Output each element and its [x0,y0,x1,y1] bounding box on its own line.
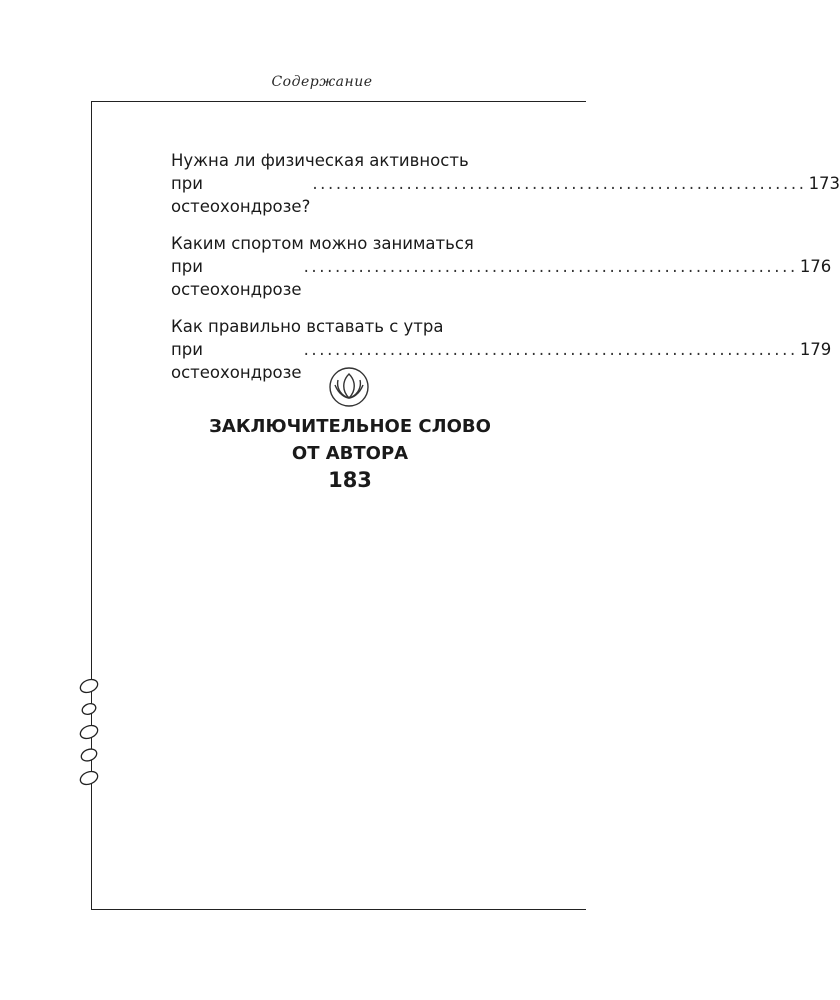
toc-entry-page: 176 [799,257,832,276]
toc-entry-title-line2: при остеохондрозе [171,340,302,382]
ornament-oval [78,723,99,741]
final-section-page: 183 [328,468,372,492]
oval-chain-ornament [70,672,110,792]
final-title-line2: ОТ АВТОРА [291,443,409,464]
toc-entry [171,232,832,301]
dot-leader: ............................................................... [303,257,798,276]
toc-entry [171,149,840,218]
dot-leader: ............................................................... [303,340,798,359]
dot-leader: ............................................................... [312,174,807,193]
lotus-emblem-icon [327,365,371,409]
toc-entry-title-line1: Нужна ли физическая активность [171,151,469,170]
final-section-title [0,413,700,467]
ornament-oval [78,769,99,787]
toc-entry-title-line2: при остеохондрозе? [171,174,311,216]
final-title-line1: ЗАКЛЮЧИТЕЛЬНОЕ СЛОВО [209,416,491,437]
ornament-oval [80,747,99,763]
running-header: Содержание [271,74,373,90]
frame-bottom-rule [91,909,586,910]
frame-top-rule [91,101,586,102]
ornament-oval [81,702,98,717]
toc-entry-page: 173 [808,174,840,193]
toc-entry-title-line2: при остеохондрозе [171,257,302,299]
toc-entry-title-line1: Как правильно вставать с утра [171,317,444,336]
toc-entry-page: 179 [799,340,832,359]
ornament-oval [78,677,99,695]
table-of-contents [171,149,840,398]
toc-entry-title-line1: Каким спортом можно заниматься [171,234,474,253]
